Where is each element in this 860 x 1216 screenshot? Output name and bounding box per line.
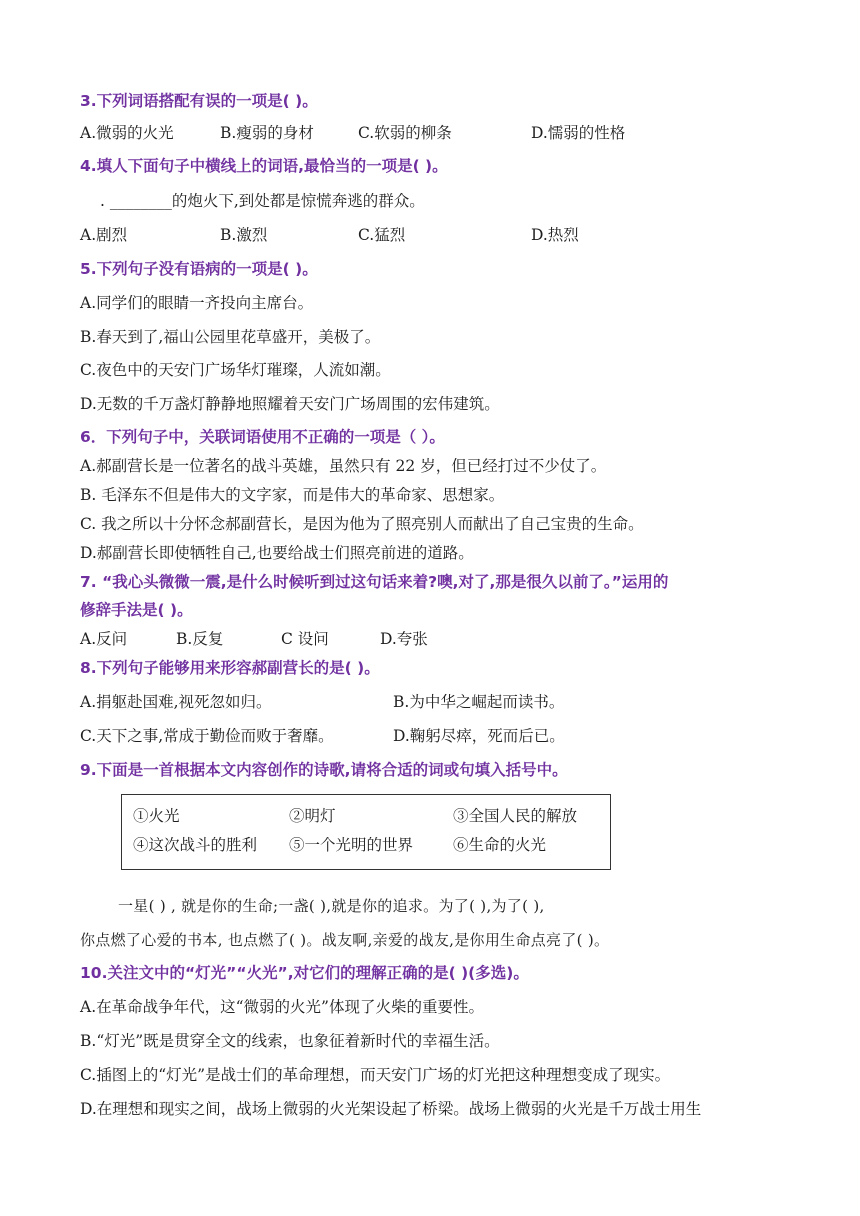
- q6-option-a: A.郝副营长是一位著名的战斗英雄，虽然只有 22 岁，但已经打过不少仗了。: [80, 457, 607, 475]
- q3-stem: 3.下列词语搭配有误的一项是( )。: [80, 92, 318, 110]
- q5-option-a: A.同学们的眼睛一齐投向主席台。: [80, 294, 314, 312]
- q6-option-b: B. 毛泽东不但是伟大的文字家，而是伟大的革命家、思想家。: [80, 486, 505, 504]
- q8-option-c: C.天下之事,常成于勤俭而败于奢靡。: [80, 727, 334, 745]
- q9-choice-1: ①火光: [133, 807, 180, 825]
- q6-stem: 6．下列句子中，关联词语使用不正确的一项是（ ）。: [80, 428, 445, 446]
- q9-choice-3: ③全国人民的解放: [453, 807, 578, 825]
- q7-option-c: C 设问: [281, 630, 329, 648]
- q10-stem: 10.关注文中的“灯光”“火光”,对它们的理解正确的是( )(多选)。: [80, 964, 529, 982]
- q7-stem-line2: 修辞手法是( )。: [80, 601, 193, 619]
- q9-poem-line1: 一星( ) , 就是你的生命;一盏( ),就是你的追求。为了( ),为了( ),: [118, 897, 545, 915]
- q9-stem: 9.下面是一首根据本文内容创作的诗歌,请将合适的词或句填入括号中。: [80, 761, 568, 779]
- q9-choice-6: ⑥生命的火光: [453, 836, 547, 854]
- q5-option-c: C.夜色中的天安门广场华灯璀璨，人流如潮。: [80, 361, 391, 379]
- q8-option-b: B.为中华之崛起而读书。: [393, 693, 565, 711]
- q4-option-c: C.猛烈: [358, 226, 406, 244]
- q4-option-a: A.剧烈: [80, 226, 128, 244]
- q10-option-c: C.插图上的“灯光”是战士们的革命理想，而天安门广场的灯光把这种理想变成了现实。: [80, 1066, 671, 1084]
- q6-option-d: D.郝副营长即使牺牲自己,也要给战士们照亮前进的道路。: [80, 544, 474, 562]
- q9-choice-4: ④这次战斗的胜利: [133, 836, 258, 854]
- q7-option-b: B.反复: [176, 630, 224, 648]
- q4-sentence: . ________的炮火下,到处都是惊慌奔逃的群众。: [100, 192, 425, 210]
- q4-stem: 4.填人下面句子中横线上的词语,最恰当的一项是( )。: [80, 157, 448, 175]
- q3-option-d: D.懦弱的性格: [531, 124, 626, 142]
- q10-option-a: A.在革命战争年代，这“微弱的火光”体现了火柴的重要性。: [80, 998, 484, 1016]
- q5-stem: 5.下列句子没有语病的一项是( )。: [80, 260, 318, 278]
- q8-option-a: A.捐躯赴国难,视死忽如归。: [80, 693, 272, 711]
- q9-choice-2: ②明灯: [289, 807, 336, 825]
- q3-option-c: C.软弱的柳条: [358, 124, 452, 142]
- q4-option-d: D.热烈: [531, 226, 579, 244]
- q7-option-a: A.反问: [80, 630, 128, 648]
- q6-option-c: C. 我之所以十分怀念郝副营长，是因为他为了照亮别人而献出了自己宝贵的生命。: [80, 515, 644, 533]
- q5-option-b: B.春天到了,福山公园里花草盛开，美极了。: [80, 328, 381, 346]
- q4-option-b: B.激烈: [220, 226, 268, 244]
- q7-option-d: D.夸张: [380, 630, 428, 648]
- q9-choice-5: ⑤一个光明的世界: [289, 836, 414, 854]
- q3-option-b: B.瘦弱的身材: [220, 124, 314, 142]
- q9-poem-line2: 你点燃了心爱的书本, 也点燃了( )。战友啊,亲爱的战友,是你用生命点亮了( )。: [80, 931, 610, 949]
- q10-option-b: B.“灯光”既是贯穿全文的线索，也象征着新时代的幸福生活。: [80, 1032, 500, 1050]
- q5-option-d: D.无数的千万盏灯静静地照耀着天安门广场周围的宏伟建筑。: [80, 395, 500, 413]
- q7-stem-line1: 7. “我心头微微一震,是什么时候听到过这句话来着?噢,对了,那是很久以前了。”运用的: [80, 573, 669, 591]
- q3-option-a: A.微弱的火光: [80, 124, 174, 142]
- q8-stem: 8.下列句子能够用来形容郝副营长的是( )。: [80, 659, 380, 677]
- q8-option-d: D.鞠躬尽瘁，死而后已。: [393, 727, 565, 745]
- q10-option-d: D.在理想和现实之间，战场上微弱的火光架设起了桥梁。战场上微弱的火光是千万战士用生: [80, 1100, 702, 1118]
- q9-choice-box: [121, 794, 611, 870]
